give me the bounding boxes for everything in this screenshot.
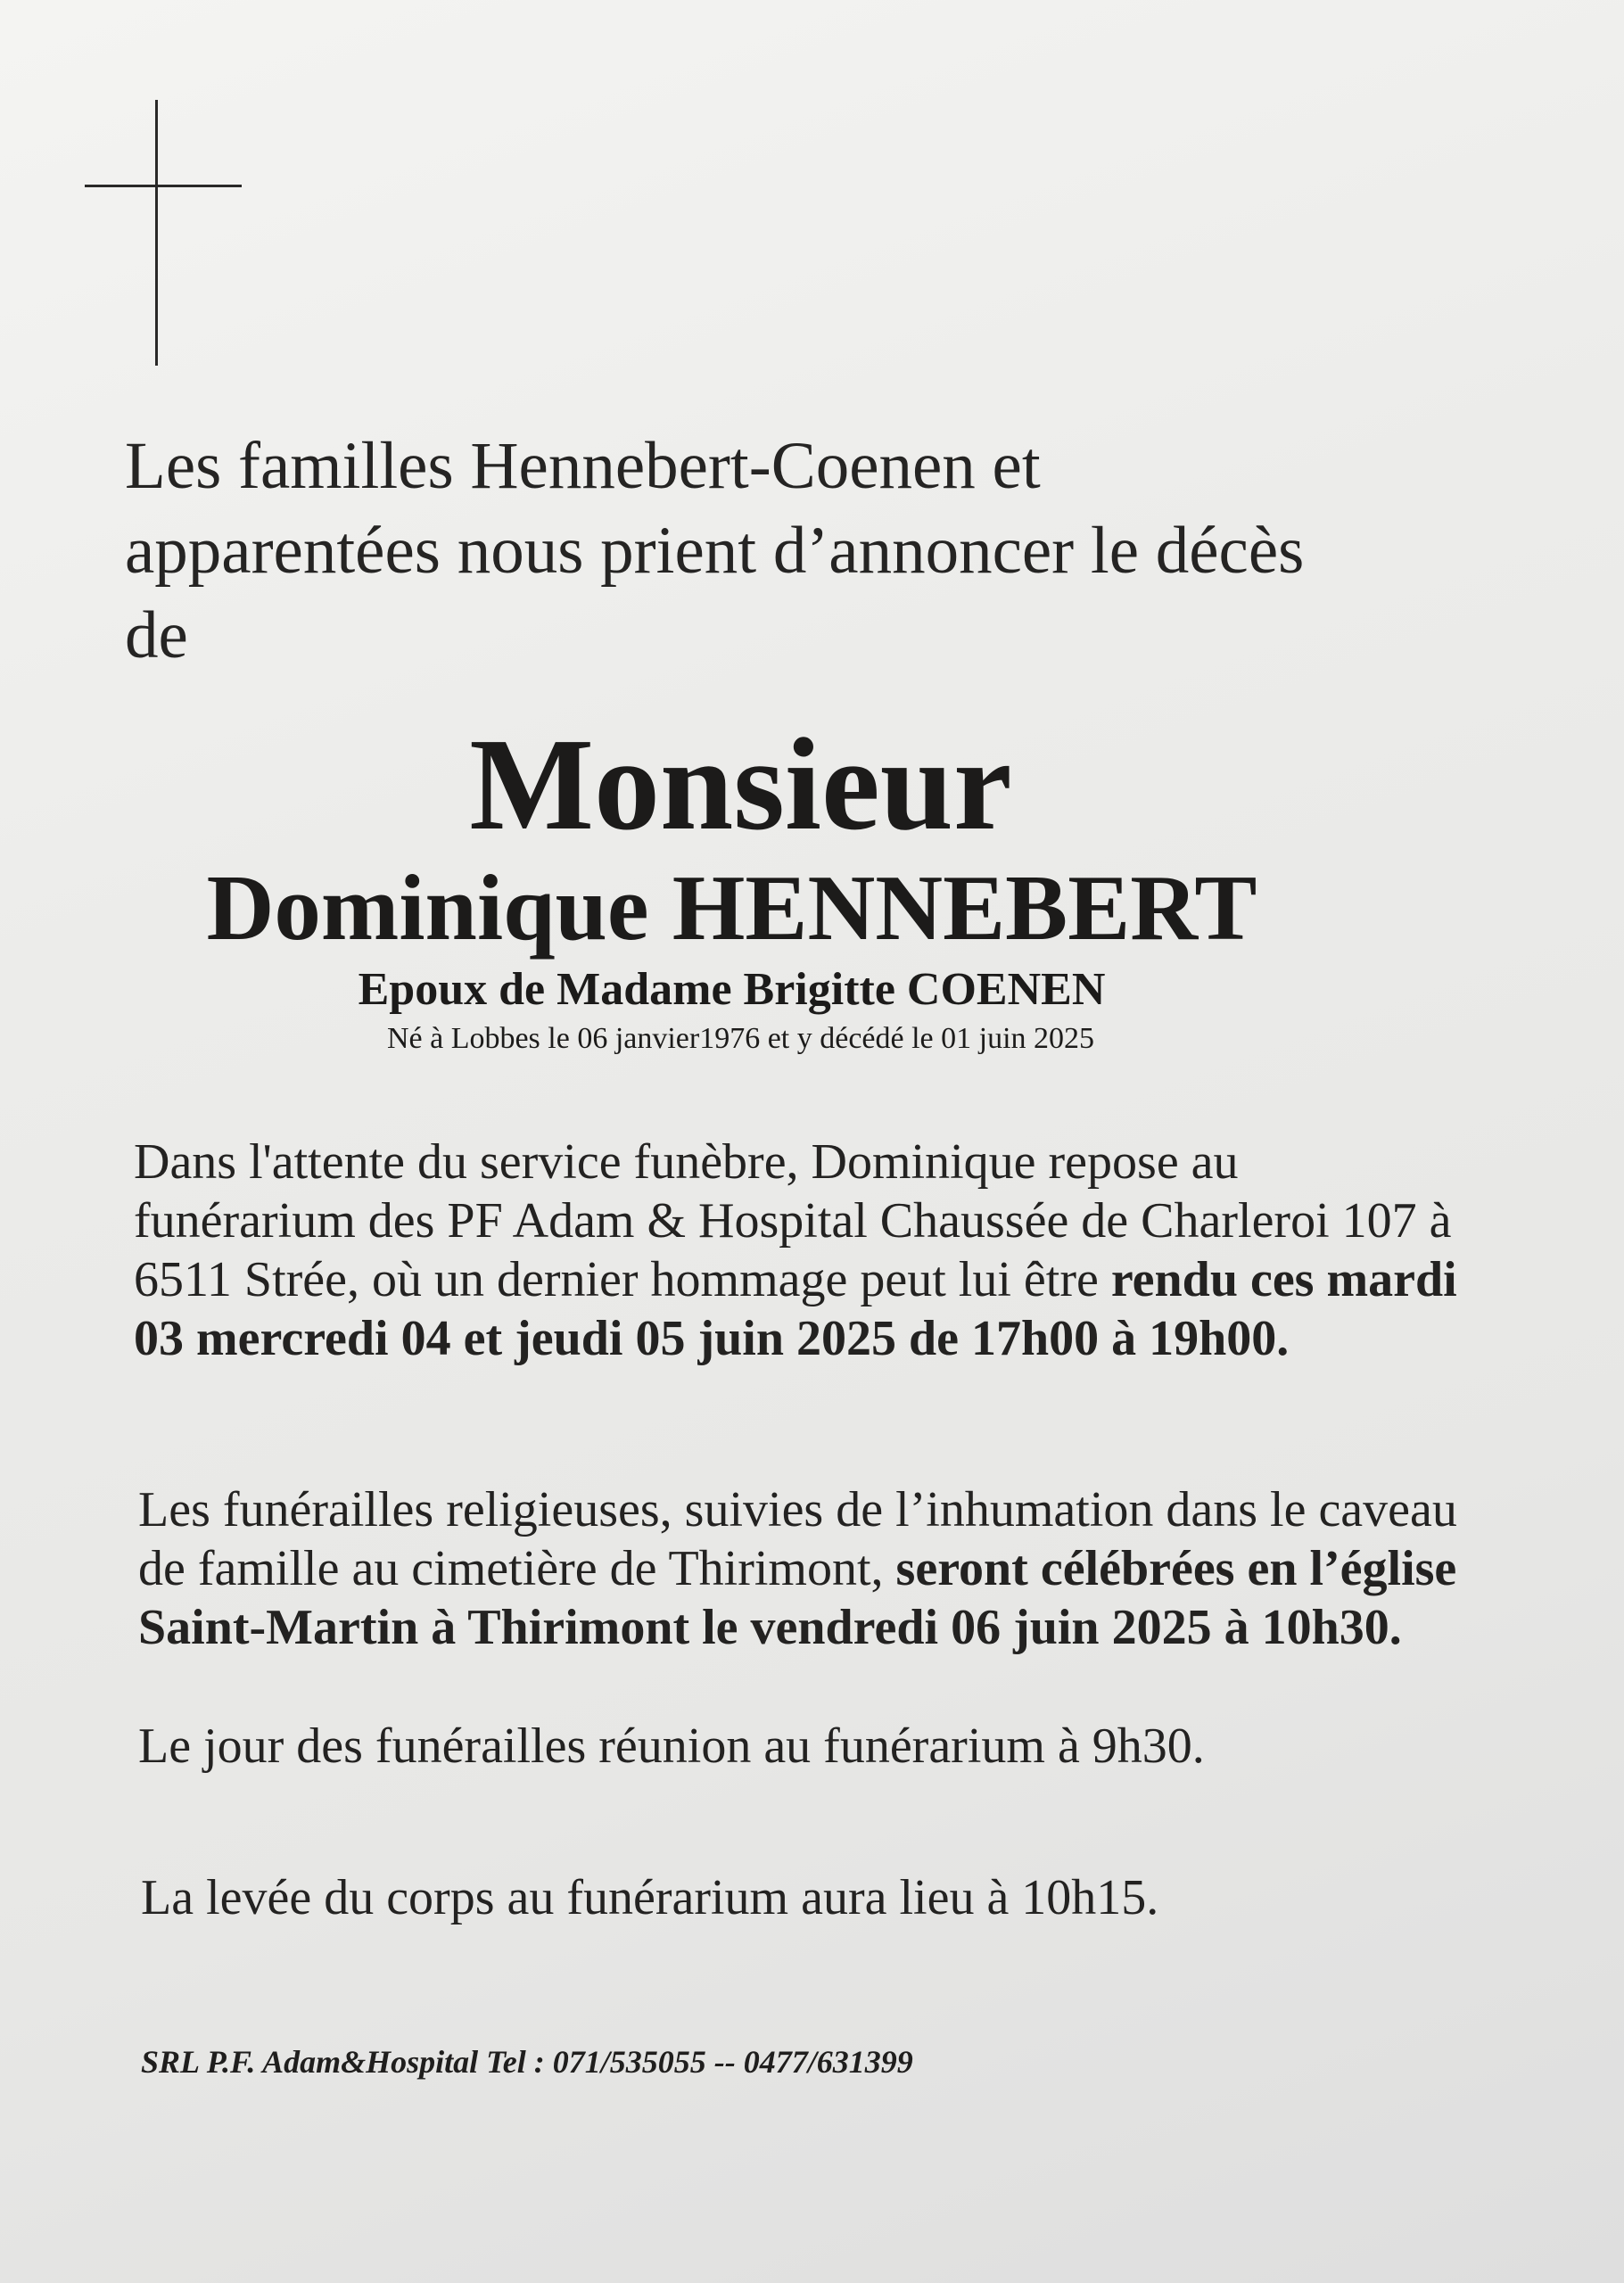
funeral-home-footer: SRL P.F. Adam&Hospital Tel : 071/535055 -- 0477/631399 [141,2044,913,2080]
visitation-emphasis: rendu ces mardi [1110,1252,1457,1307]
funeral-line [138,1598,1529,1657]
visitation-text: 6511 Strée, où un dernier hommage peut lui être [134,1252,1111,1307]
funeral-text: de famille au cimetière de Thirimont, [138,1541,896,1596]
meeting-line: Le jour des funérailles réunion au funérarium à 9h30. [138,1718,1205,1774]
visitation-line [134,1309,1525,1368]
spouse-line: Epoux de Madame Brigitte COENEN [358,964,1106,1015]
deceased-name: Dominique HENNEBERT [206,855,1257,960]
funeral-line [138,1539,1529,1598]
cross-horizontal-bar [85,185,242,187]
intro-line: apparentées nous prient d’annoncer le décès [125,514,1305,588]
departure-line: La levée du corps au funérarium aura lieu à 10h15. [141,1870,1159,1925]
funeral-emphasis: Saint-Martin à Thirimont le vendredi 06 juin 2025 à 10h30. [138,1600,1402,1655]
visitation-line [134,1250,1525,1309]
visitation-paragraph [134,1133,1525,1368]
cross-vertical-bar [155,100,158,366]
intro-line: de [125,598,188,672]
funeral-paragraph [138,1480,1529,1657]
departure-paragraph [141,1868,1532,1927]
meeting-paragraph [138,1717,1529,1776]
birth-death-line: Né à Lobbes le 06 janvier1976 et y décédé le 01 juin 2025 [386,1022,1095,1055]
visitation-line: funérarium des PF Adam & Hospital Chaussée de Charleroi 107 à [134,1193,1452,1249]
visitation-emphasis: 03 mercredi 04 et jeudi 05 juin 2025 de 17h00 à 19h00. [134,1311,1290,1366]
funeral-emphasis: seront célébrées en l’église [895,1541,1457,1596]
announcement-intro [125,424,1480,678]
funeral-line: Les funérailles religieuses, suivies de l’inhumation dans le caveau [138,1482,1457,1537]
intro-line: Les familles Hennebert-Coenen et [125,429,1041,503]
visitation-line: Dans l'attente du service funèbre, Dominique repose au [134,1134,1239,1190]
honorific-title: Monsieur [469,712,1012,858]
cross-icon [85,100,242,366]
